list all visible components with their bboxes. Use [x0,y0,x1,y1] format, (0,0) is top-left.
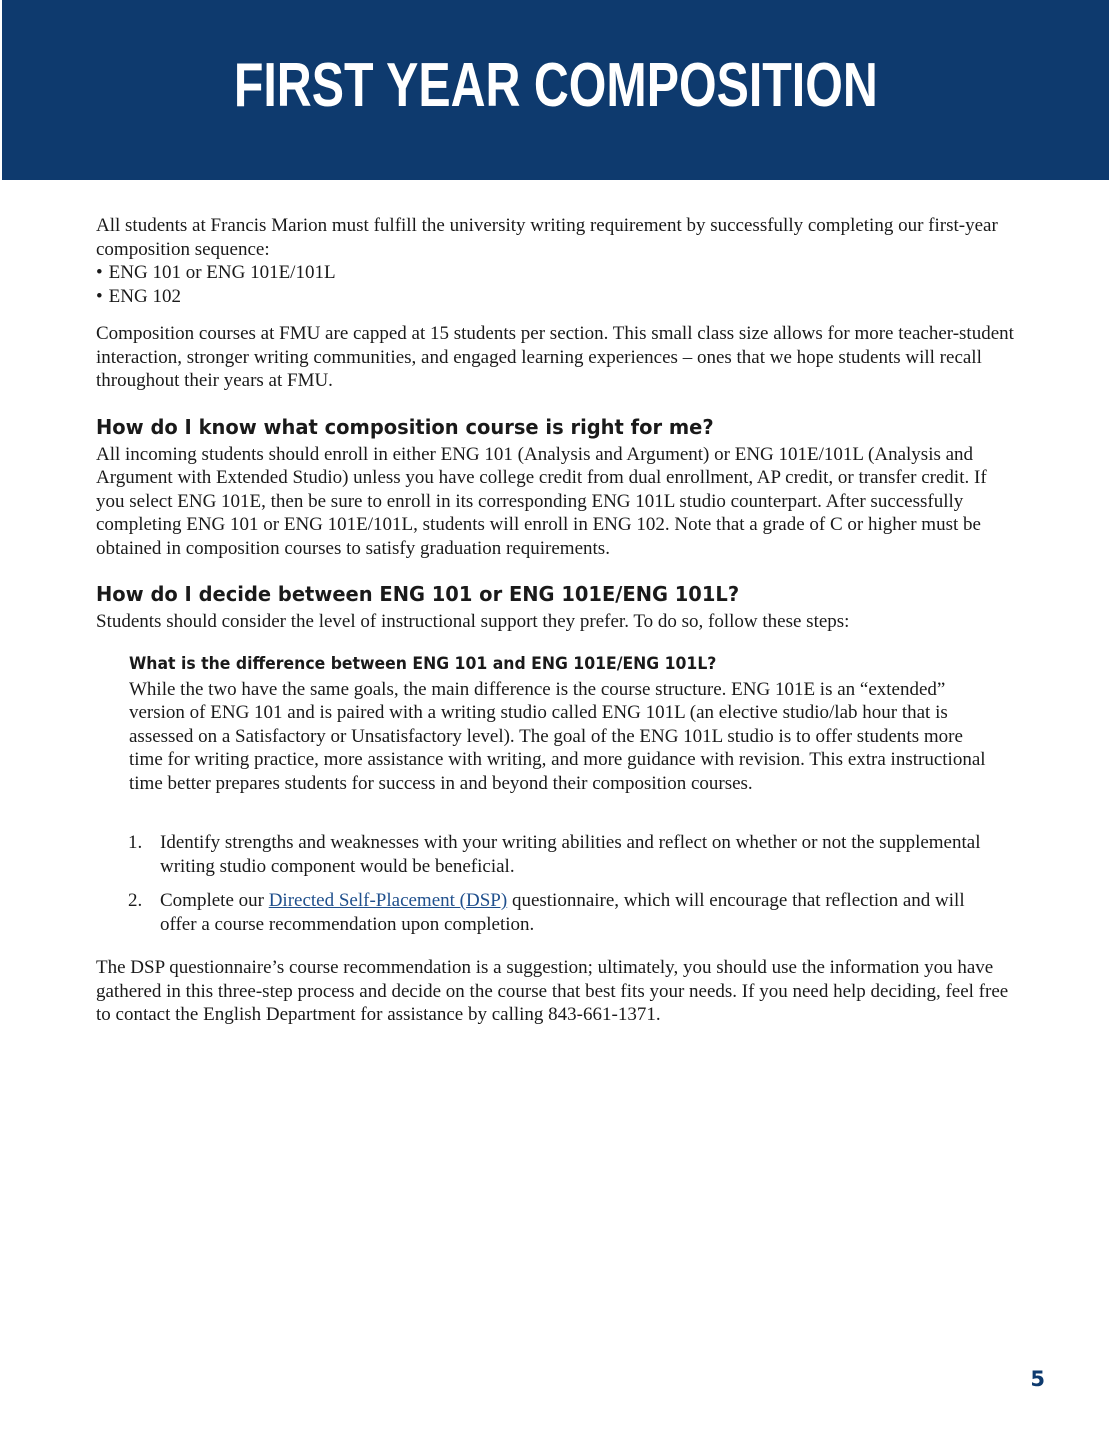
header-banner [2,0,1109,180]
difference-paragraph: While the two have the same goals, the main difference is the course structure. ENG 101E is an “extended” version of ENG 101 and is paired with a writing studio called ENG 101L (an elective studio/lab hour that is assessed on a Satisfactory or Unsatisfactory level). The goal of the ENG 101L studio is to offer students more time for writing practice, more assistance with writing, and more guidance with revision. This extra instructional time better prepares students for success in and beyond their composition courses. [129,678,986,794]
list-item [128,889,1014,936]
list-item [128,831,1014,878]
difference-block [129,652,989,796]
subheading-difference: What is the difference between ENG 101 and ENG 101E/ENG 101L? [129,653,717,673]
step-text: Complete our Directed Self-Placement (DSP) questionnaire, which will encourage that reflection and will offer a course recommendation upon completion. [160,890,965,935]
step-number: 1. [128,832,143,853]
class-size-paragraph: Composition courses at FMU are capped at 15 students per section. This small class size allows for more teacher-student interaction, stronger writing communities, and engaged learning experiences – ones that we hope students will recall throughout their years at FMU. [96,323,1014,391]
main-content [96,214,1014,1027]
step-text: Identify strengths and weaknesses with your writing abilities and reflect on whether or not the supplemental writing studio component would be beneficial. [160,832,981,877]
course-sequence-list [96,261,1014,308]
steps-list [128,831,1014,936]
step-number: 2. [128,890,143,911]
list-item: • ENG 101 or ENG 101E/101L [96,261,1014,285]
list-item: • ENG 102 [96,285,1014,309]
dsp-questionnaire-link[interactable]: Directed Self-Placement (DSP) [268,890,508,911]
section-heading-decide: How do I decide between ENG 101 or ENG 101E/ENG 101L? [96,582,740,606]
closing-paragraph: The DSP questionnaire’s course recommendation is a suggestion; ultimately, you should use the information you have gathered in this three-step process and decide on the course that best fits your needs. If you need help deciding, feel free to contact the English Department for assistance by calling 843-661-1371. [96,957,1009,1025]
intro-paragraph: All students at Francis Marion must fulfill the university writing requirement by successfully completing our first-year composition sequence: [96,215,998,260]
page-title: FIRST YEAR COMPOSITION [233,50,878,120]
course-choice-paragraph: All incoming students should enroll in either ENG 101 (Analysis and Argument) or ENG 101E/101L (Analysis and Argument with Extended Studio) unless you have college credit from dual enrollment, AP credit, or transfer credit. If you select ENG 101E, then be sure to enroll in its corresponding ENG 101L studio counterpart. After successfully completing ENG 101 or ENG 101E/101L, students will enroll in ENG 102. Note that a grade of C or higher must be obtained in composition courses to satisfy graduation requirements. [96,443,987,559]
decide-paragraph: Students should consider the level of instructional support they prefer. To do so, follow these steps: [96,611,850,632]
section-heading-course-choice: How do I know what composition course is right for me? [96,414,714,439]
page-number: 5 [1030,1367,1045,1391]
